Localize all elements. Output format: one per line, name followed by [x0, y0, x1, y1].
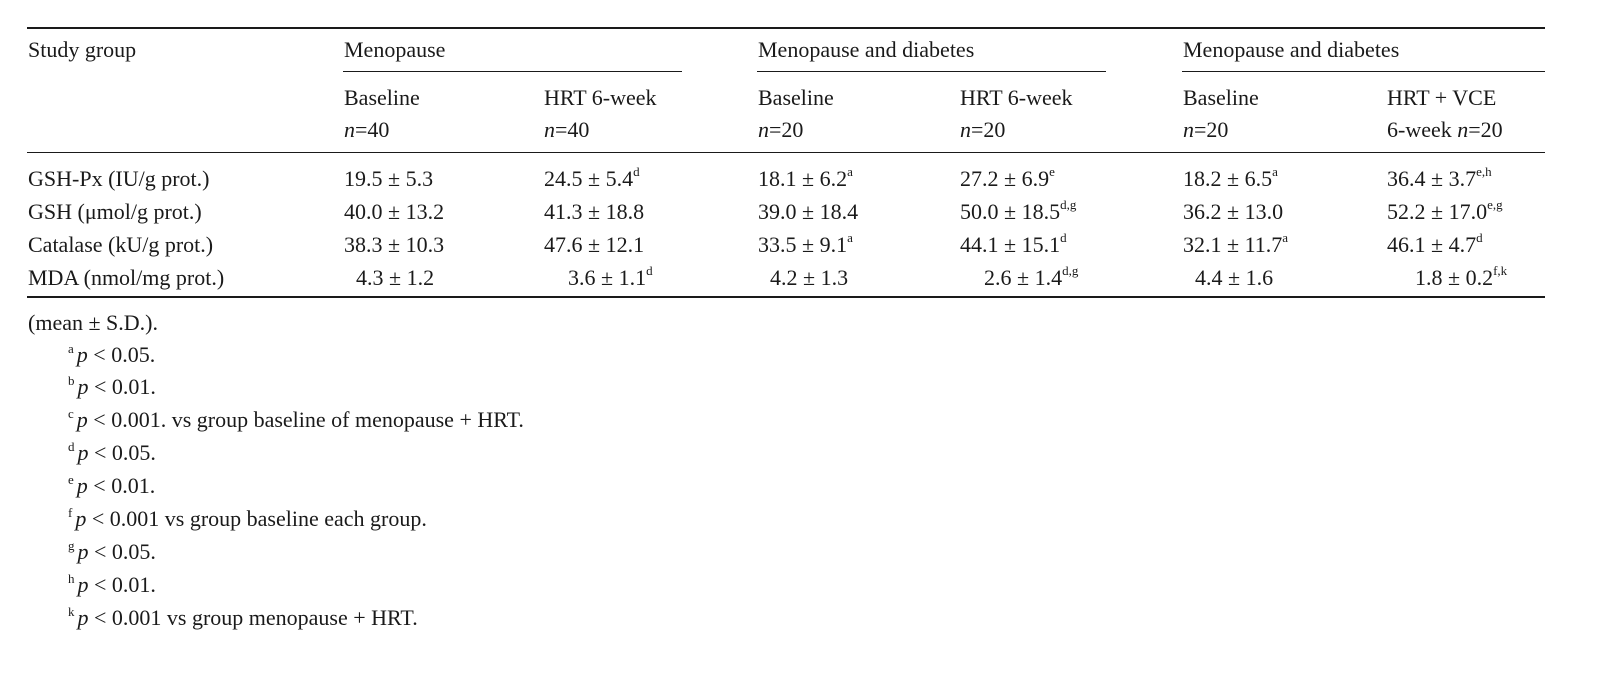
table-cell: 44.1 ± 15.1$^d$ [960, 229, 1067, 257]
footnote-item: $^d$ p < 0.05. [68, 439, 156, 465]
group-rule-menopause-diabetes-1 [757, 71, 1106, 72]
column-header [758, 85, 834, 143]
column-header-title: HRT 6-week [544, 85, 657, 110]
column-header-title: Baseline [1183, 85, 1259, 110]
footnote-item: $^e$ p < 0.01. [68, 472, 156, 498]
table-cell: $1.8 \pm 0.2^{f,k}$ [1415, 262, 1508, 290]
footnote-item: $^h$ p < 0.01. [68, 571, 156, 597]
table-cell: $36.4 \pm 3.7^{e,h}$ [1387, 163, 1492, 191]
top-rule [27, 27, 1545, 29]
column-header-n: 6-week n=20 [1387, 117, 1503, 142]
header-bottom-rule [27, 152, 1545, 153]
column-header-n: n=40 [344, 117, 390, 142]
table-cell: 19.5 ± 5.3 [344, 166, 434, 191]
table-cell: 4.2 ± 1.3 [770, 265, 849, 290]
table-cell: 18.1 ± 6.2$^a$ [758, 163, 853, 191]
footnote-intro: (mean ± S.D.). [28, 310, 158, 335]
group-rule-menopause-diabetes-2 [1182, 71, 1545, 72]
row-label-mda: MDA (nmol/mg prot.) [28, 265, 225, 290]
table-cell: 40.0 ± 13.2 [344, 199, 445, 224]
row-header-label: Study group [28, 37, 137, 62]
table-cell: 39.0 ± 18.4 [758, 199, 859, 224]
footnote-item: $^f$ p < 0.001 vs group baseline each group. [68, 505, 427, 531]
table-cell: 4.3 ± 1.2 [356, 265, 435, 290]
column-header-n: n=20 [960, 117, 1006, 142]
table-cell: 27.2 ± 6.9$^e$ [960, 163, 1055, 191]
column-header-n: n=40 [544, 117, 590, 142]
table-bottom-rule [27, 296, 1545, 298]
footnote-item: $^c$ p < 0.001. vs group baseline of menopause + HRT. [68, 406, 524, 432]
column-header-n: n=20 [758, 117, 804, 142]
table-cell: 47.6 ± 12.1 [544, 232, 645, 257]
group-header-menopause-diabetes-2: Menopause and diabetes [1183, 37, 1400, 62]
table-cell: 24.5 ± 5.4$^d$ [544, 163, 640, 191]
footnote-item: $^k$ p < 0.001 vs group menopause + HRT. [68, 604, 418, 630]
column-header-title: Baseline [344, 85, 420, 110]
group-header-menopause: Menopause [344, 37, 446, 62]
group-header-menopause-diabetes-1: Menopause and diabetes [758, 37, 975, 62]
table-cell: 46.1 ± 4.7$^d$ [1387, 229, 1483, 257]
column-header [960, 85, 1073, 143]
row-label-catalase: Catalase (kU/g prot.) [28, 232, 214, 257]
footnote-item: $^b$ p < 0.01. [68, 373, 156, 399]
footnote-item: $^a$ p < 0.05. [68, 341, 156, 367]
table-cell: $2.6 \pm 1.4^{d,g}$ [984, 262, 1079, 290]
column-header-n: n=20 [1183, 117, 1229, 142]
table-cell: 18.2 ± 6.5$^a$ [1183, 163, 1278, 191]
table-cell: 33.5 ± 9.1$^a$ [758, 229, 853, 257]
group-rule-menopause [343, 71, 682, 72]
column-header [544, 85, 657, 143]
table-cell: 3.6 ± 1.1$^d$ [568, 262, 653, 290]
column-header [1387, 85, 1503, 143]
table-cell: 41.3 ± 18.8 [544, 199, 645, 224]
table-cell: 38.3 ± 10.3 [344, 232, 445, 257]
column-header [1183, 85, 1259, 143]
table-cell: $52.2 \pm 17.0^{e,g}$ [1387, 196, 1503, 224]
table-cell: $50.0 \pm 18.5^{d,g}$ [960, 196, 1077, 224]
row-label-gsh-px: GSH-Px (IU/g prot.) [28, 166, 210, 191]
row-label-gsh: GSH (μmol/g prot.) [28, 199, 202, 224]
column-header-title: HRT + VCE [1387, 85, 1497, 110]
column-header [344, 85, 420, 143]
column-header-title: HRT 6-week [960, 85, 1073, 110]
column-header-title: Baseline [758, 85, 834, 110]
footnote-item: $^g$ p < 0.05. [68, 538, 156, 564]
table-cell: 32.1 ± 11.7$^a$ [1183, 229, 1289, 257]
table-cell: 36.2 ± 13.0 [1183, 199, 1284, 224]
table-cell: 4.4 ± 1.6 [1195, 265, 1274, 290]
